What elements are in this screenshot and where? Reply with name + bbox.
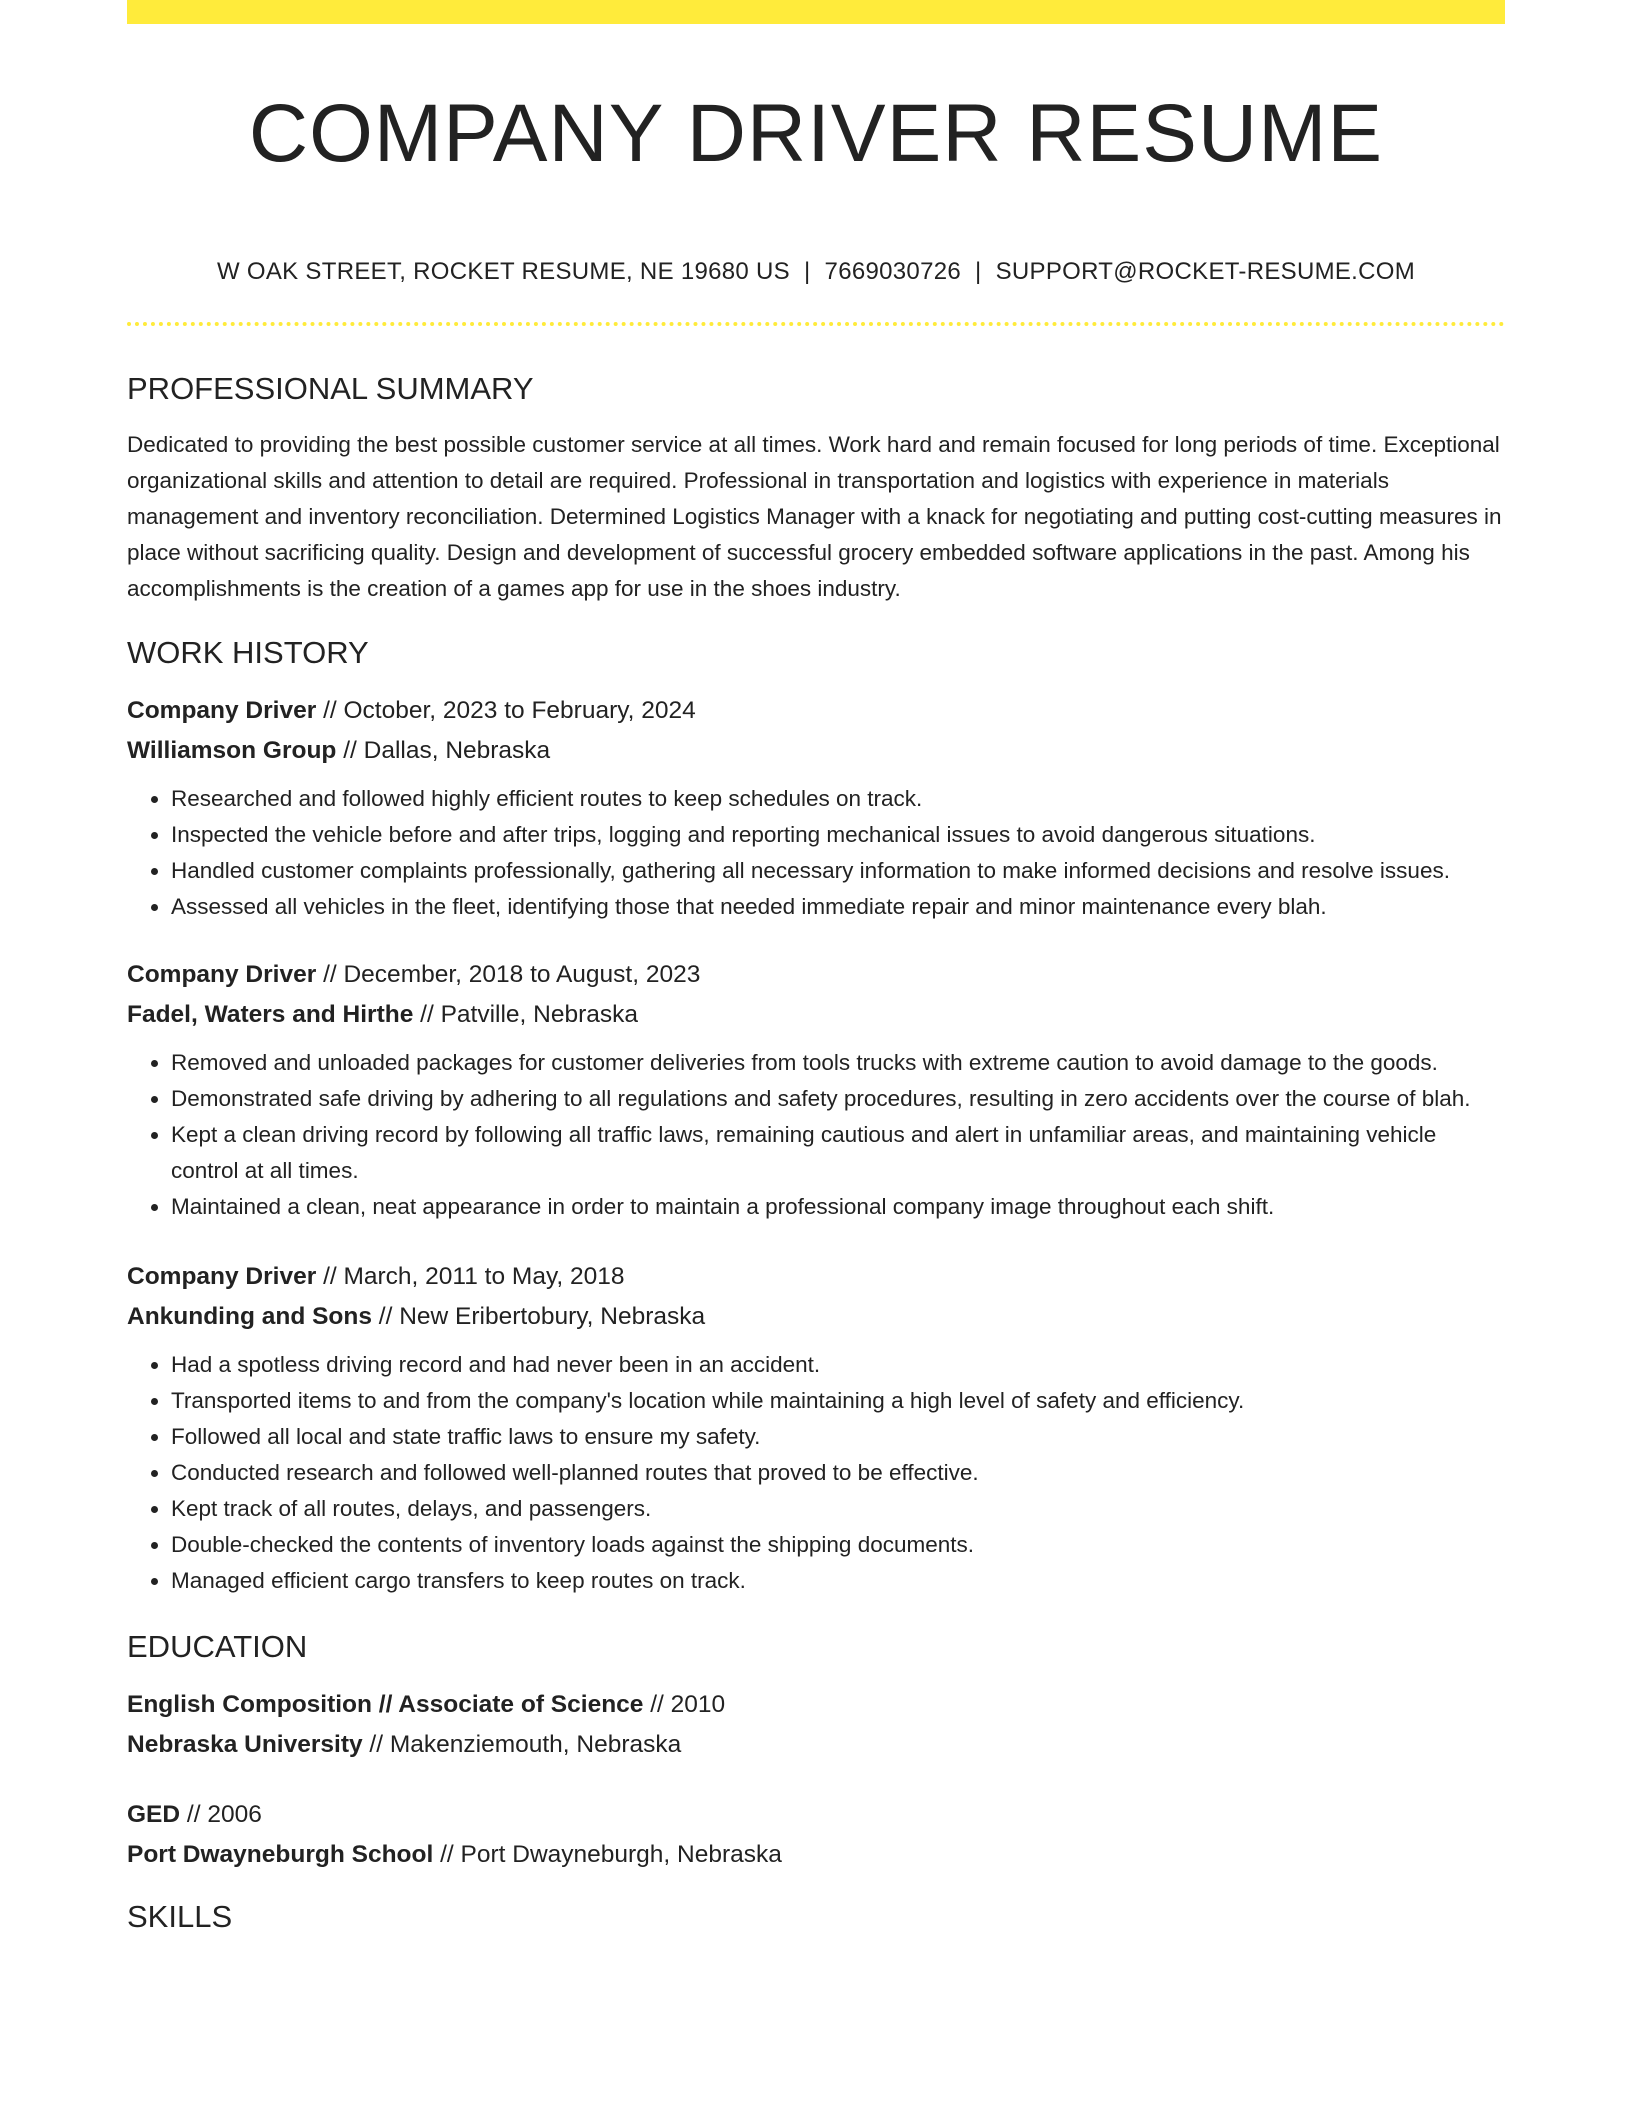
resume-page	[127, 0, 1505, 1937]
education-entry	[127, 1685, 1505, 1765]
bullet-item: • Kept track of all routes, delays, and passengers.	[171, 1491, 1505, 1527]
job-dates: // March, 2011 to May, 2018	[316, 1263, 625, 1290]
education-degree-line	[127, 1685, 1505, 1725]
job-entry	[127, 1257, 1505, 1599]
bullet-item: • Followed all local and state traffic laws to ensure my safety.	[171, 1419, 1505, 1455]
education-school: Port Dwayneburgh School	[127, 1841, 434, 1868]
contact-phone: 7669030726	[824, 258, 962, 285]
contact-separator: |	[804, 258, 811, 285]
education-location: // Port Dwayneburgh, Nebraska	[433, 1841, 782, 1868]
job-company-line	[127, 1297, 1505, 1337]
bullet-item: • Kept a clean driving record by following all traffic laws, remaining cautious and alert in unfamiliar areas, and maintaining vehicle control at all times.	[171, 1117, 1505, 1189]
work-history-heading: WORK HISTORY	[127, 635, 369, 670]
bullet-item: • Conducted research and followed well-planned routes that proved to be effective.	[171, 1455, 1505, 1491]
bullet-item: • Double-checked the contents of inventory loads against the shipping documents.	[171, 1527, 1505, 1563]
bullet-item: • Managed efficient cargo transfers to keep routes on track.	[171, 1563, 1505, 1599]
education-degree-line	[127, 1795, 1505, 1835]
bullet-item: • Had a spotless driving record and had never been in an accident.	[171, 1347, 1505, 1383]
contact-line	[127, 256, 1505, 288]
education-school-line	[127, 1835, 1505, 1875]
job-bullets	[127, 781, 1505, 925]
job-location: // Dallas, Nebraska	[336, 737, 551, 764]
job-bullets	[127, 1347, 1505, 1599]
job-entry	[127, 691, 1505, 925]
contact-address: W OAK STREET, ROCKET RESUME, NE 19680 US	[216, 258, 790, 285]
job-company: Ankunding and Sons	[127, 1303, 372, 1330]
bullet-item: • Maintained a clean, neat appearance in order to maintain a professional company image throughout each shift.	[171, 1189, 1505, 1225]
top-accent-bar	[127, 0, 1505, 24]
bullet-item: • Demonstrated safe driving by adhering to all regulations and safety procedures, resulting in zero accidents over the course of blah.	[171, 1081, 1505, 1117]
education-school-line	[127, 1725, 1505, 1765]
job-dates: // December, 2018 to August, 2023	[316, 961, 701, 988]
job-dates: // October, 2023 to February, 2024	[316, 697, 696, 724]
job-entry	[127, 955, 1505, 1225]
job-company: Williamson Group	[127, 737, 337, 764]
education-degree: GED	[127, 1801, 181, 1828]
bullet-item: • Transported items to and from the company's location while maintaining a high level of safety and efficiency.	[171, 1383, 1505, 1419]
job-role: Company Driver	[127, 961, 317, 988]
job-company: Fadel, Waters and Hirthe	[127, 1001, 414, 1028]
job-role-line	[127, 955, 1505, 995]
job-location: // New Eribertobury, Nebraska	[372, 1303, 706, 1330]
dotted-divider	[127, 322, 1505, 326]
bullet-item: • Inspected the vehicle before and after trips, logging and reporting mechanical issues to avoid dangerous situations.	[171, 817, 1505, 853]
job-company-line	[127, 995, 1505, 1035]
education-degree: English Composition // Associate of Science	[127, 1691, 644, 1718]
education-heading: EDUCATION	[127, 1629, 308, 1664]
bullet-item: • Researched and followed highly efficient routes to keep schedules on track.	[171, 781, 1505, 817]
skills-heading: SKILLS	[127, 1899, 233, 1934]
job-role-line	[127, 1257, 1505, 1297]
job-location: // Patville, Nebraska	[413, 1001, 639, 1028]
job-bullets	[127, 1045, 1505, 1225]
resume-title: COMPANY DRIVER RESUME	[248, 88, 1384, 179]
bullet-item: • Handled customer complaints professionally, gathering all necessary information to make informed decisions and resolve issues.	[171, 853, 1505, 889]
education-year: // 2006	[180, 1801, 262, 1828]
bullet-item: • Removed and unloaded packages for customer deliveries from tools trucks with extreme caution to avoid damage to the goods.	[171, 1045, 1505, 1081]
contact-separator: |	[975, 258, 982, 285]
job-role: Company Driver	[127, 697, 317, 724]
contact-email: SUPPORT@ROCKET-RESUME.COM	[995, 258, 1416, 285]
bullet-item: • Assessed all vehicles in the fleet, identifying those that needed immediate repair and minor maintenance every blah.	[171, 889, 1505, 925]
education-location: // Makenziemouth, Nebraska	[362, 1731, 682, 1758]
job-role: Company Driver	[127, 1263, 317, 1290]
education-year: // 2010	[643, 1691, 726, 1718]
summary-heading: PROFESSIONAL SUMMARY	[127, 371, 534, 406]
summary-text: Dedicated to providing the best possible customer service at all times. Work hard and remain focused for long periods of time. Exceptional organizational skills and attention to detail are required. Professional in transportation and logistics with experience in materials management and inventory reconciliation. Determined Logistics Manager with a knack for negotiating and putting cost-cutting measures in place without sacrificing quality. Design and development of successful grocery embedded software applications in the past. Among his accomplishments is the creation of a games app for use in the shoes industry.	[127, 432, 1502, 601]
education-entry	[127, 1795, 1505, 1875]
job-company-line	[127, 731, 1505, 771]
job-role-line	[127, 691, 1505, 731]
education-school: Nebraska University	[127, 1731, 363, 1758]
